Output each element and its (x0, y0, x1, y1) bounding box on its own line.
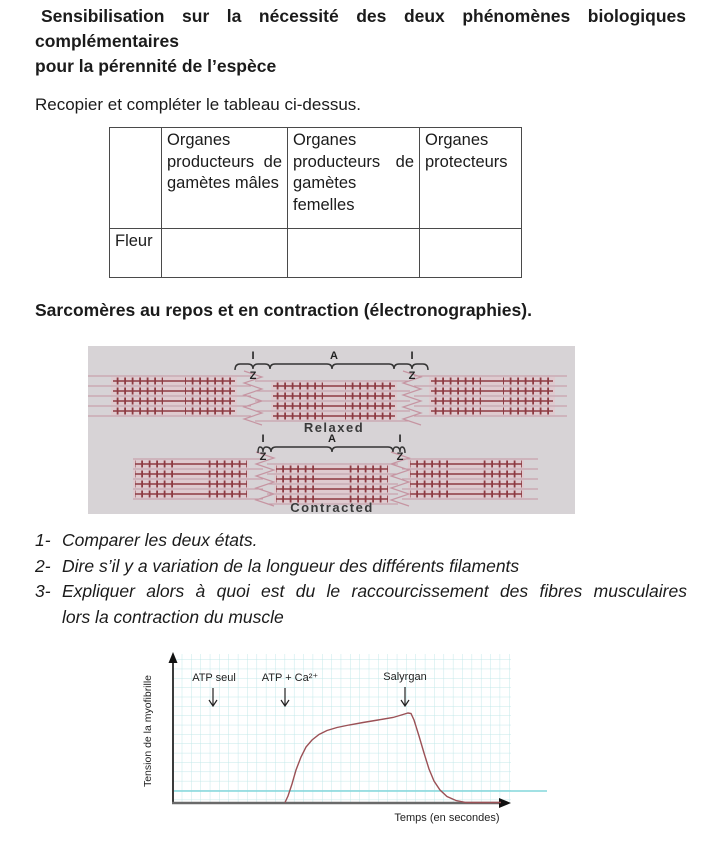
myosin-filaments (133, 460, 524, 503)
band-brace-contracted (258, 447, 405, 453)
question-text: Dire s’il y a variation de la longueur des différents filaments (62, 555, 520, 576)
question-2 (35, 554, 687, 580)
question-3 (35, 579, 687, 630)
contracted-caption: Contracted (290, 500, 374, 514)
y-axis-label: Tension de la myofibrille (142, 674, 154, 788)
myosin-filaments (111, 377, 555, 420)
title-line-3: pour la pérennité de l’espèce (35, 56, 277, 76)
band-label-z: Z (408, 370, 416, 382)
tension-graph-svg (135, 650, 555, 838)
instruction-text: Recopier et compléter le tableau ci-dessus. (35, 95, 361, 114)
question-text: Comparer les deux états. (62, 530, 258, 550)
page-title (35, 4, 686, 79)
title-line-2: complémentaires (35, 31, 179, 51)
tension-graph (135, 650, 555, 842)
table-header-males: Organes producteurs de gamètes mâles (162, 128, 288, 229)
annotation-label: ATP + Ca²⁺ (261, 672, 319, 684)
band-brace-relaxed (235, 364, 428, 370)
band-label-i: I (251, 350, 255, 362)
question-number: 3- (35, 581, 51, 601)
annotation-label: ATP seul (192, 672, 236, 684)
empty-cell (162, 229, 288, 278)
empty-cell (288, 229, 420, 278)
band-label-z: Z (396, 451, 404, 463)
title-line-1: Sensibilisation sur la nécessité des deux phénomènes biologiques (41, 6, 686, 26)
table-header-protecteurs: Organes protecteurs (420, 128, 522, 229)
sarcomere-relaxed (88, 350, 567, 435)
table-header-femelles: Organes producteurs de gamètes femelles (288, 128, 420, 229)
band-label-i: I (261, 433, 265, 445)
sarcomere-svg (88, 346, 575, 514)
questions-list (35, 528, 687, 630)
x-axis-label: Temps (en secondes) (394, 812, 500, 824)
question-text-line1: Expliquer alors à quoi est du le raccourcissement des fibres musculaires (62, 581, 687, 601)
question-1 (35, 528, 687, 554)
sarcomere-figure (88, 346, 575, 514)
sarcomere-heading: Sarcomères au repos et en contraction (électronographies). (35, 300, 532, 320)
band-label-i: I (410, 350, 414, 362)
gametes-table (109, 127, 522, 278)
question-number: 2- (35, 555, 51, 576)
table-header-row (110, 128, 522, 229)
band-label-z: Z (259, 451, 267, 463)
table-row-fleur (110, 229, 522, 278)
band-label-a: A (328, 433, 336, 445)
band-label-z: Z (249, 370, 257, 382)
relaxed-caption: Relaxed (303, 420, 365, 435)
row-label-fleur: Fleur (110, 229, 162, 278)
empty-cell (420, 229, 522, 278)
band-label-a: A (330, 350, 338, 362)
question-text-line2: lors la contraction du muscle (62, 606, 284, 627)
table-corner-cell (110, 128, 162, 229)
annotation-label: Salyrgan (383, 671, 427, 683)
question-number: 1- (35, 530, 51, 550)
sarcomere-contracted (133, 433, 538, 514)
band-label-i: I (398, 433, 402, 445)
